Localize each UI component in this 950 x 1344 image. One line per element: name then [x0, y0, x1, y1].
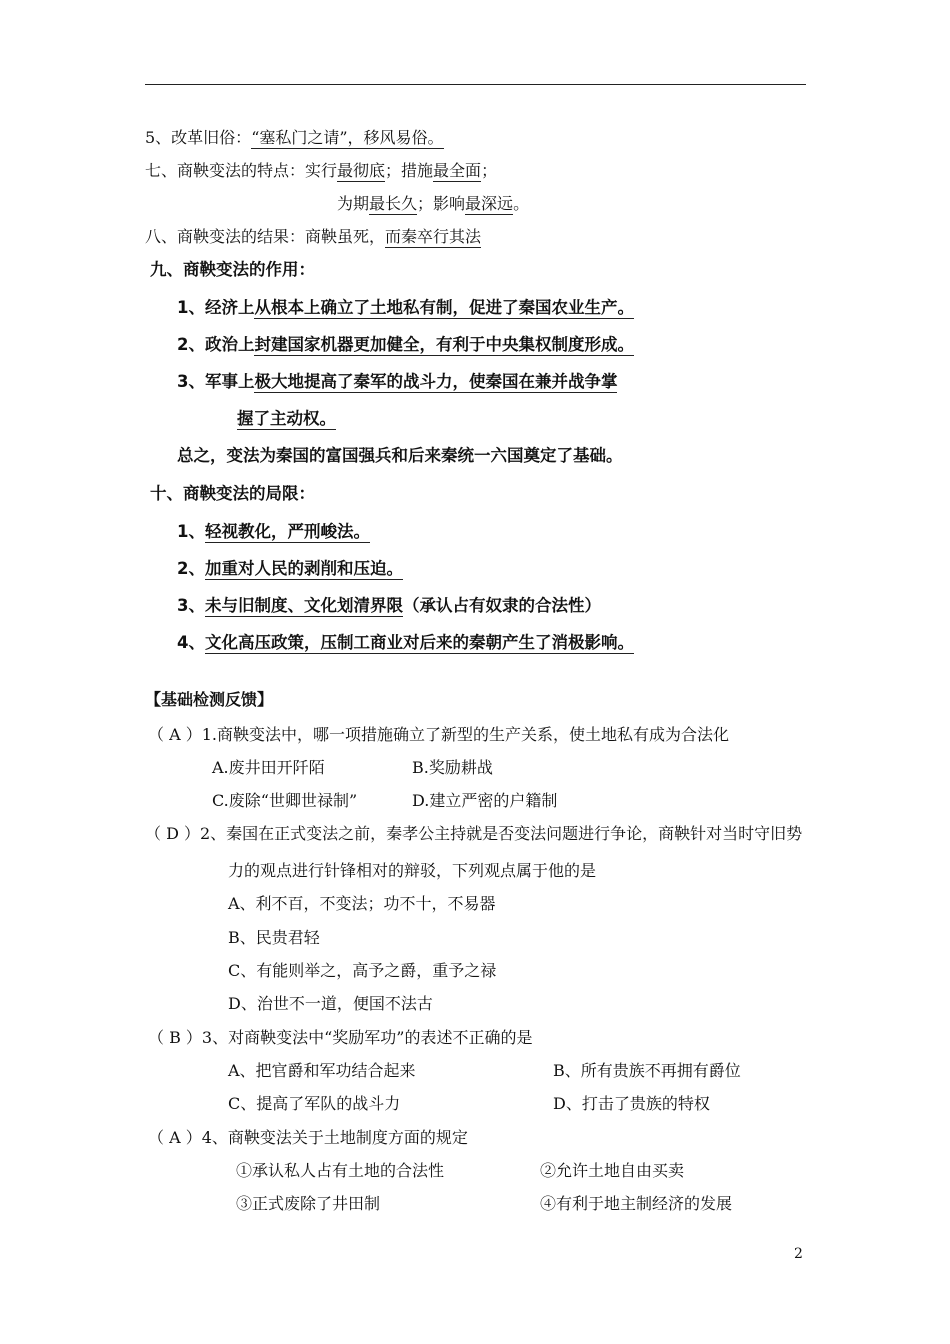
underlined-answer: 最彻底 — [337, 161, 386, 180]
underlined-answer: 文化高压政策，压制工商业对后来的秦朝产生了消极影响。 — [204, 633, 634, 652]
q4-stem: （ A ）4、商鞅变法关于土地制度方面的规定 — [148, 1128, 468, 1147]
section-title: 【基础检测反馈】 — [145, 690, 274, 709]
text: 为期 — [337, 194, 370, 213]
q2-option-b: B、民贵君轻 — [228, 928, 320, 947]
q3-stem: （ B ）3、对商鞅变法中“奖励军功”的表述不正确的是 — [148, 1028, 533, 1047]
effect-3 — [177, 372, 617, 392]
effect-1 — [177, 298, 634, 318]
line-features-cont — [337, 194, 529, 214]
header-rule — [145, 84, 806, 85]
text: 七、商鞅变法的特点：实行 — [145, 161, 338, 180]
line-reform-custom — [145, 128, 444, 148]
q3-option-b: B、所有贵族不再拥有爵位 — [553, 1061, 741, 1080]
underlined-answer: 握了主动权。 — [237, 409, 336, 428]
effect-summary: 总之，变法为秦国的富国强兵和后来秦统一六国奠定了基础。 — [177, 446, 623, 465]
underlined-answer: 最全面 — [433, 161, 482, 180]
q2-option-d: D、治世不一道，便国不法古 — [228, 994, 433, 1013]
q2-stem-cont: 力的观点进行针锋相对的辩驳，下列观点属于他的是 — [228, 861, 597, 880]
underlined-answer: 最长久 — [369, 194, 418, 213]
text: 2、政治上 — [177, 335, 255, 354]
text: ；措施 — [385, 161, 434, 180]
limit-3 — [177, 596, 601, 616]
text: 2、 — [177, 559, 205, 578]
q2-stem: （ D ）2、秦国在正式变法之前，秦孝公主持就是否变法问题进行争论，商鞅针对当时守旧势 — [145, 824, 803, 843]
text: 3、 — [177, 596, 205, 615]
effect-2 — [177, 335, 634, 355]
heading-effects: 九、商鞅变法的作用： — [150, 260, 315, 279]
q1-option-c: C.废除“世卿世禄制” — [212, 791, 358, 810]
underlined-answer: 最深远 — [465, 194, 514, 213]
text: 4、 — [177, 633, 205, 652]
text: 3、军事上 — [177, 372, 255, 391]
text: 1、经济上 — [177, 298, 255, 317]
text: 。 — [513, 194, 530, 213]
page-number: 2 — [794, 1246, 803, 1262]
q3-option-c: C、提高了军队的战斗力 — [228, 1094, 401, 1113]
q4-option-2: ②允许土地自由买卖 — [540, 1161, 685, 1180]
heading-limits: 十、商鞅变法的局限： — [150, 484, 315, 503]
text: ； — [481, 161, 498, 180]
effect-3-cont — [237, 409, 336, 429]
q4-option-3: ③正式废除了井田制 — [236, 1194, 381, 1213]
text: 5、改革旧俗： — [145, 128, 252, 147]
underlined-answer: 加重对人民的剥削和压迫。 — [204, 559, 403, 578]
underlined-answer: 从根本上确立了土地私有制，促进了秦国农业生产。 — [254, 298, 634, 317]
line-result — [145, 227, 481, 247]
underlined-answer: 封建国家机器更加健全，有利于中央集权制度形成。 — [254, 335, 634, 354]
underlined-answer: 未与旧制度、文化划清界限 — [204, 596, 403, 615]
q2-option-c: C、有能则举之，高予之爵，重予之禄 — [228, 961, 497, 980]
q3-option-d: D、打击了贵族的特权 — [553, 1094, 710, 1113]
limit-4 — [177, 633, 634, 653]
q1-option-a: A.废井田开阡陌 — [212, 758, 325, 777]
q3-option-a: A、把官爵和军功结合起来 — [228, 1061, 416, 1080]
underlined-answer: 轻视教化，严刑峻法。 — [204, 522, 370, 541]
q1-option-d: D.建立严密的户籍制 — [412, 791, 558, 810]
underlined-answer: 而秦卒行其法 — [385, 227, 482, 246]
q4-option-4: ④有利于地主制经济的发展 — [540, 1194, 733, 1213]
q4-option-1: ①承认私人占有土地的合法性 — [236, 1161, 445, 1180]
q2-option-a: A、利不百，不变法；功不十，不易器 — [228, 894, 496, 913]
text: 1、 — [177, 522, 205, 541]
underlined-answer: “塞私门之请”，移风易俗。 — [251, 128, 444, 147]
q1-option-b: B.奖励耕战 — [412, 758, 493, 777]
text: 八、商鞅变法的结果：商鞅虽死， — [145, 227, 386, 246]
line-features — [145, 161, 497, 181]
text: ；影响 — [417, 194, 466, 213]
text: （承认占有奴隶的合法性） — [402, 596, 601, 615]
limit-1 — [177, 522, 370, 542]
q1-stem: （ A ）1.商鞅变法中，哪一项措施确立了新型的生产关系，使土地私有成为合法化 — [148, 725, 729, 744]
underlined-answer: 极大地提高了秦军的战斗力，使秦国在兼并战争掌 — [254, 372, 618, 391]
limit-2 — [177, 559, 403, 579]
